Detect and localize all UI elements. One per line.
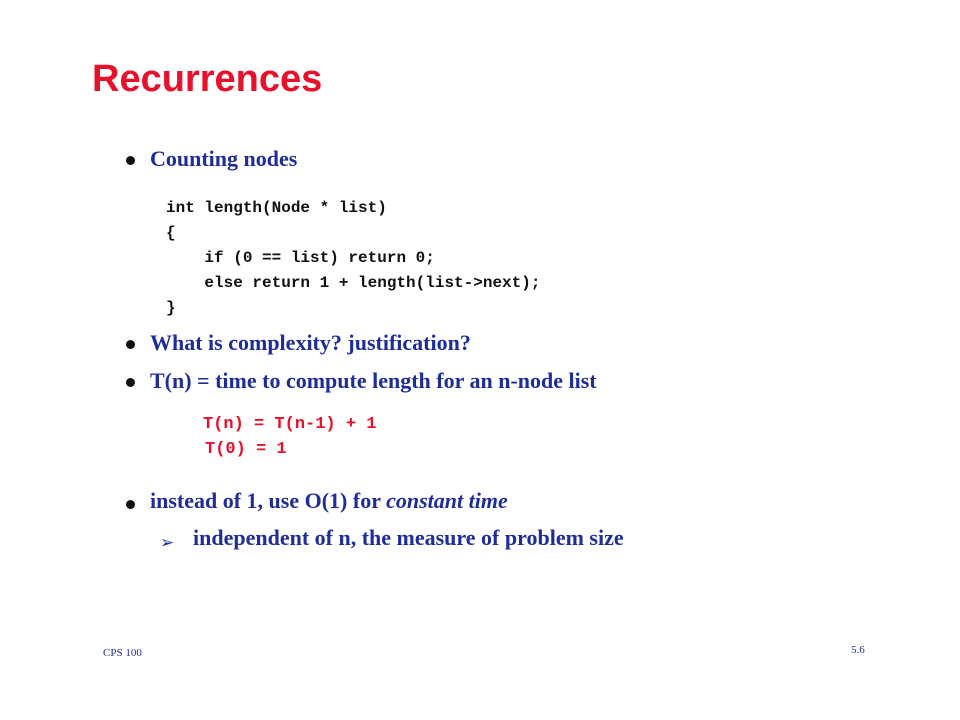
bullet-dot xyxy=(126,156,135,165)
bullet-dot xyxy=(126,340,135,349)
code-line: else return 1 + length(list->next); xyxy=(166,274,541,292)
bullet-constant-time-italic: constant time xyxy=(386,488,508,513)
footer-page-number: 5.6 xyxy=(851,644,865,656)
bullet-dot xyxy=(126,500,135,509)
bullet-complexity: What is complexity? justification? xyxy=(150,330,471,355)
code-line: { xyxy=(166,224,176,242)
code-line: } xyxy=(166,299,176,317)
arrow-bullet-icon: ➢ xyxy=(160,533,175,553)
footer-course: CPS 100 xyxy=(103,647,142,659)
code-line: int length(Node * list) xyxy=(166,199,387,217)
code-block xyxy=(166,196,540,321)
bullet-constant-time-prefix: instead of 1, use O(1) for xyxy=(150,488,387,513)
recurrence-line-1: T(n) = T(n-1) + 1 xyxy=(203,415,377,434)
bullet-counting-nodes: Counting nodes xyxy=(150,146,298,171)
bullet-tn-definition: T(n) = time to compute length for an n-node list xyxy=(150,368,597,393)
sub-bullet-problem-size: independent of n, the measure of problem size xyxy=(193,525,624,550)
recurrence-line-2: T(0) = 1 xyxy=(205,440,287,459)
code-line: if (0 == list) return 0; xyxy=(166,249,435,267)
bullet-dot xyxy=(126,378,135,387)
slide-title: Recurrences xyxy=(92,58,323,100)
bullet-constant-time xyxy=(150,488,508,514)
